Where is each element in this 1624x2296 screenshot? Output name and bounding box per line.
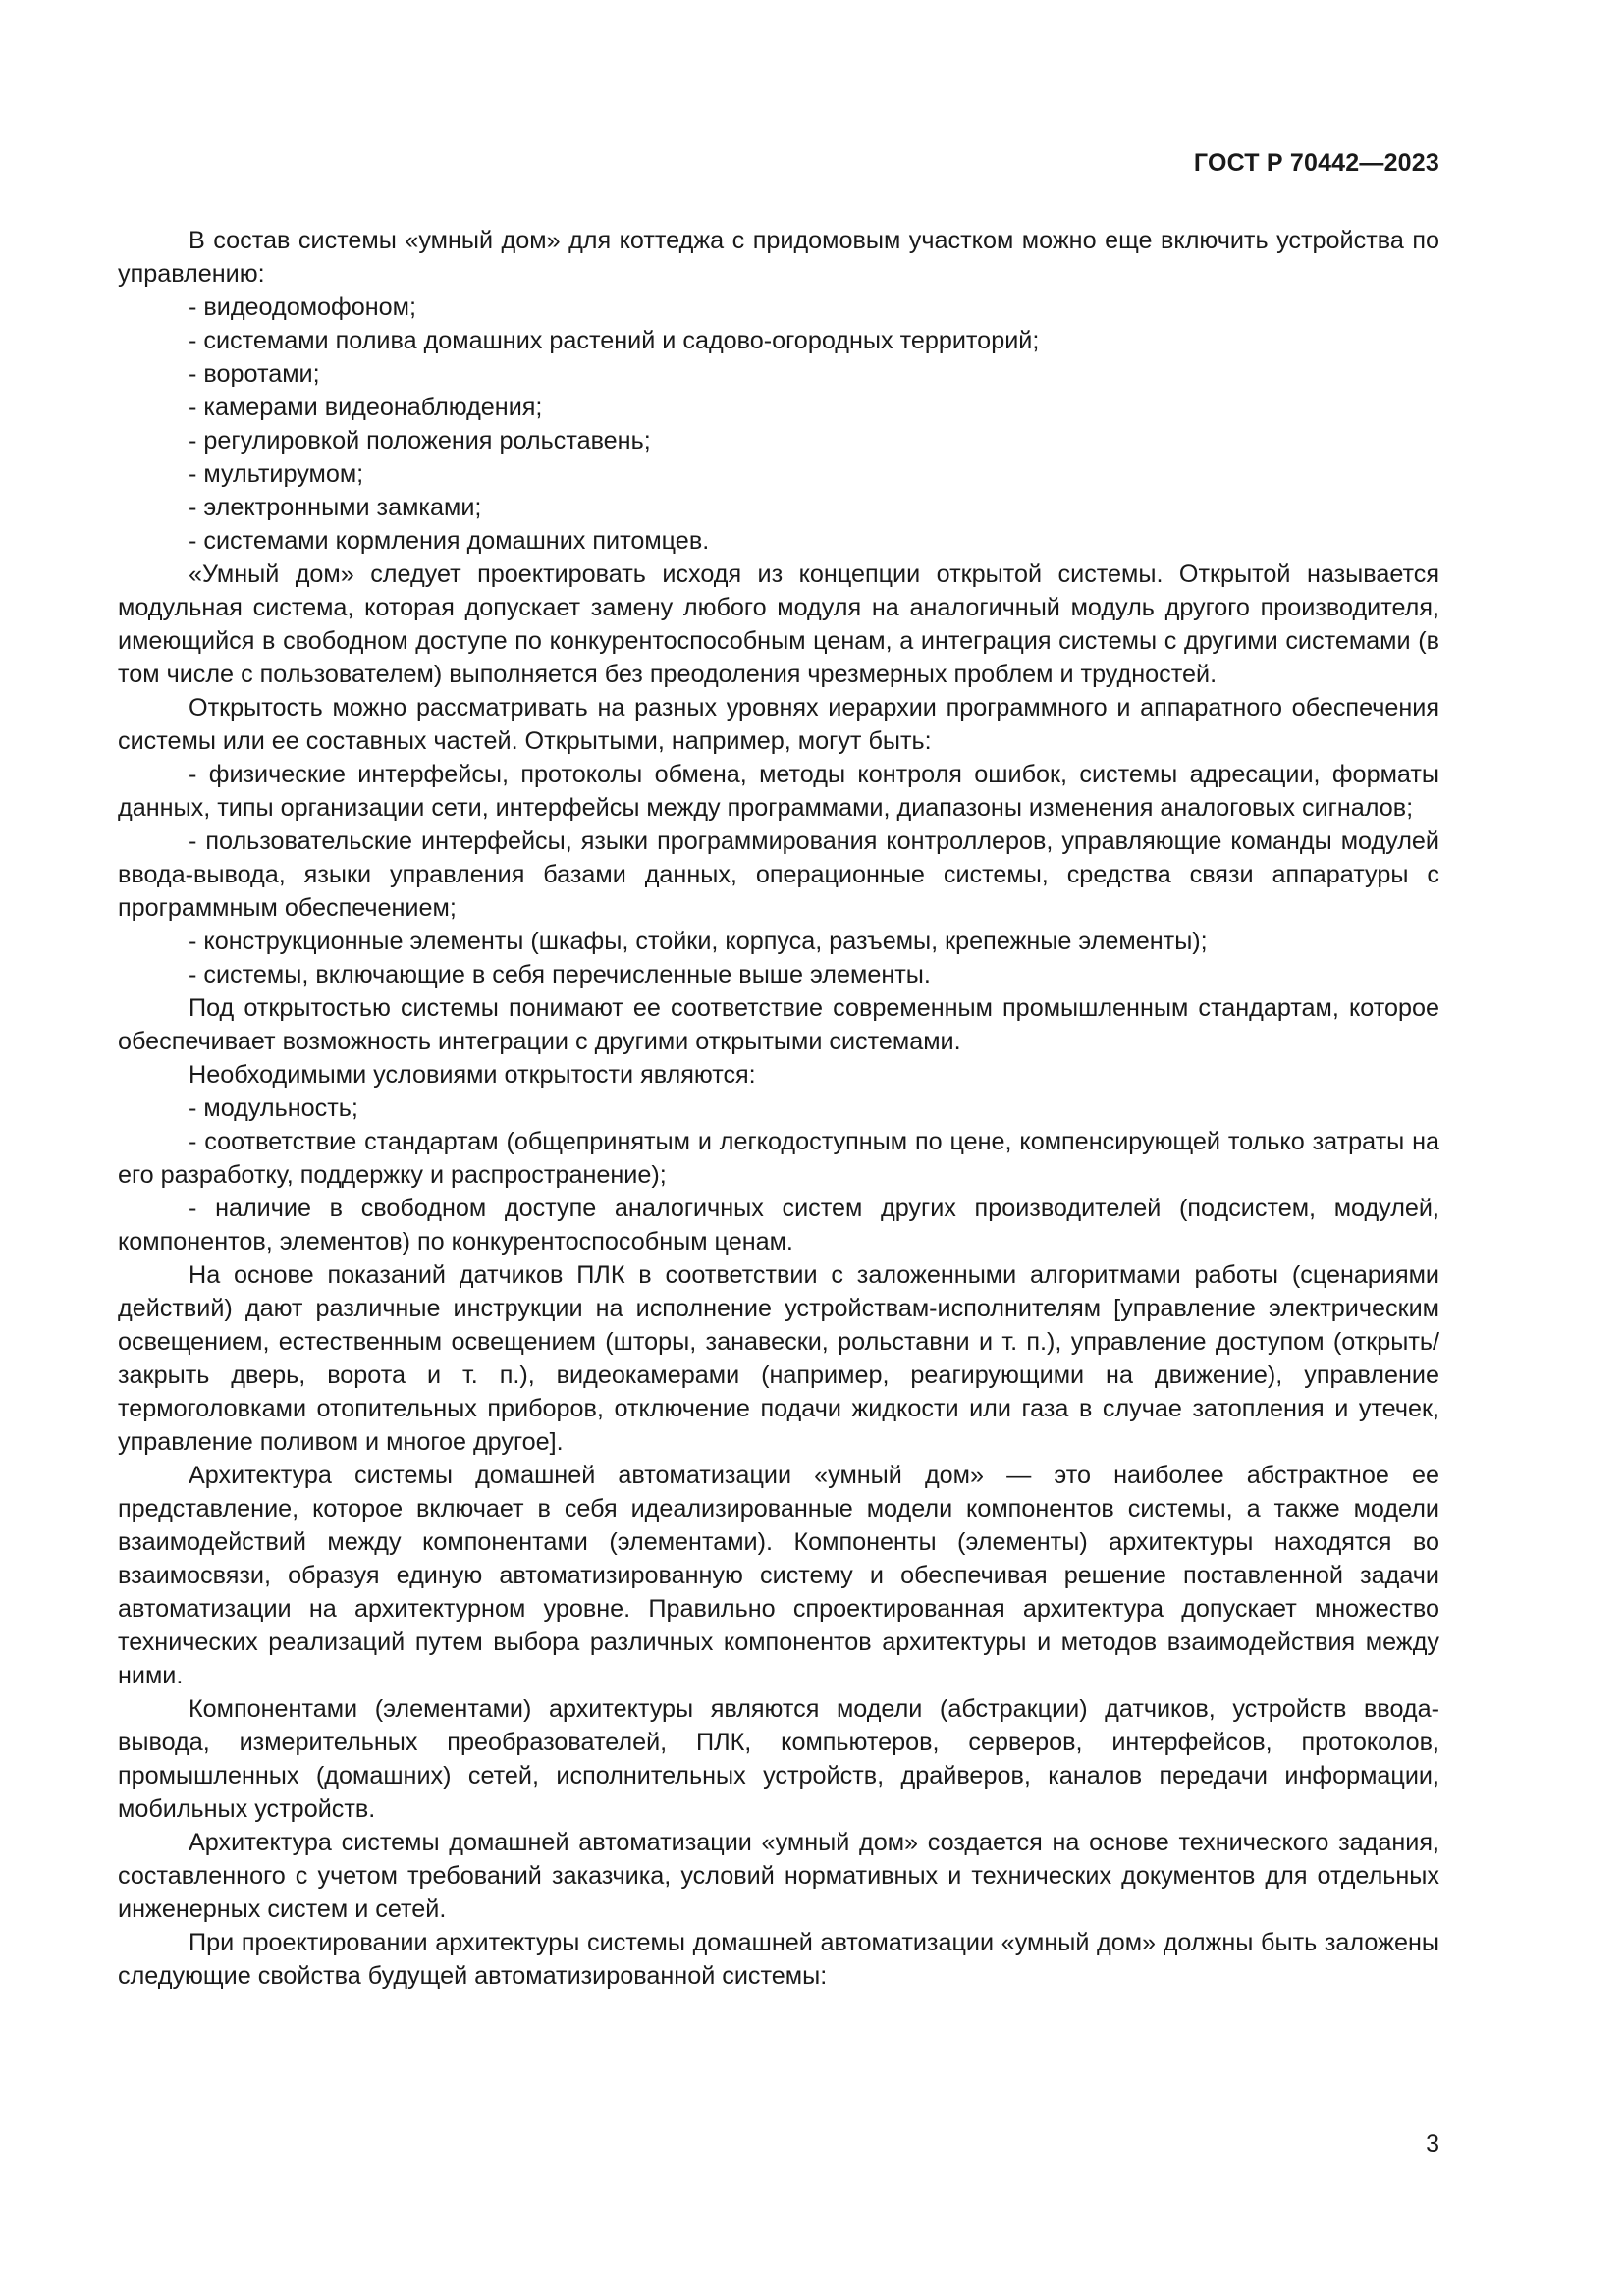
list-item: - электронными замками; <box>189 494 482 521</box>
paragraph: Компонентами (элементами) архитектуры являются модели (абстракции) датчиков, устройств ввода-вывода, измерительных преобразователей, ПЛК, компьютеров, серверов, интерфейсов, протоколов, промышленных (домашних) сетей, исполнительных устройств, драйверов, каналов передачи информации, мобильных устройств. <box>118 1695 1439 1823</box>
list-item: - соответствие стандартам (общепринятым и легкодоступным по цене, компенсирующей только затраты на его разработку, поддержку и распространение); <box>118 1128 1439 1189</box>
list-item: - системы, включающие в себя перечисленные выше элементы. <box>189 961 931 988</box>
list-item: - пользовательские интерфейсы, языки программирования контроллеров, управляющие команды модулей ввода-вывода, языки управления базами данных, операционные системы, средства связи аппаратуры с программным обеспечением; <box>118 828 1439 922</box>
list-item: - физические интерфейсы, протоколы обмена, методы контроля ошибок, системы адресации, форматы данных, типы организации сети, интерфейсы между программами, диапазоны изменения аналоговых сигналов; <box>118 761 1439 822</box>
list-item: - системами кормления домашних питомцев. <box>189 527 710 555</box>
list-item: - воротами; <box>189 360 320 388</box>
paragraph: Архитектура системы домашней автоматизации «умный дом» создается на основе технического задания, составленного с учетом требований заказчика, условий нормативных и технических документов для отдельных инженерных систем и сетей. <box>118 1829 1439 1923</box>
paragraph: «Умный дом» следует проектировать исходя из концепции открытой системы. Открытой называется модульная система, которая допускает замену любого модуля на аналогичный модуль другого производителя, имеющийся в свободном доступе по конкурентоспособным ценам, а интеграция системы с другими системами (в том числе с пользователем) выполняется без преодоления чрезмерных проблем и трудностей. <box>118 561 1439 688</box>
list-item: - модульность; <box>189 1095 358 1122</box>
list-item: - камерами видеонаблюдения; <box>189 394 543 421</box>
list-item: - мультирумом; <box>189 460 364 488</box>
paragraph: В состав системы «умный дом» для коттеджа с придомовым участком можно еще включить устройства по управлению: <box>118 227 1439 288</box>
paragraph: При проектировании архитектуры системы домашней автоматизации «умный дом» должны быть заложены следующие свойства будущей автоматизированной системы: <box>118 1929 1439 1990</box>
list-item: - системами полива домашних растений и садово-огородных территорий; <box>189 327 1040 354</box>
list-item: - наличие в свободном доступе аналогичных систем других производителей (подсистем, модулей, компонентов, элементов) по конкурентоспособным ценам. <box>118 1195 1439 1255</box>
list-item: - конструкционные элементы (шкафы, стойки, корпуса, разъемы, крепежные элементы); <box>189 928 1208 955</box>
list-item: - видеодомофоном; <box>189 294 416 321</box>
document-header: ГОСТ Р 70442—2023 <box>1193 149 1439 177</box>
document-body <box>118 224 1439 1993</box>
paragraph: На основе показаний датчиков ПЛК в соответствии с заложенными алгоритмами работы (сценариями действий) дают различные инструкции на исполнение устройствам-исполнителям [управление электрическим освещением, естественным освещением (шторы, занавески, рольставни и т. п.), управление доступом (открыть/закрыть дверь, ворота и т. п.), видеокамерами (например, реагирующими на движение), управление термоголовками отопительных приборов, отключение подачи жидкости или газа в случае затопления и утечек, управление поливом и многое другое]. <box>118 1261 1439 1456</box>
page-number: 3 <box>1426 2130 1439 2158</box>
list-item: - регулировкой положения рольставень; <box>189 427 651 454</box>
paragraph: Открытость можно рассматривать на разных уровнях иерархии программного и аппаратного обеспечения системы или ее составных частей. Открытыми, например, могут быть: <box>118 694 1439 755</box>
paragraph: Необходимыми условиями открытости являются: <box>189 1061 756 1089</box>
paragraph: Под открытостью системы понимают ее соответствие современным промышленным стандартам, которое обеспечивает возможность интеграции с другими открытыми системами. <box>118 994 1439 1055</box>
paragraph: Архитектура системы домашней автоматизации «умный дом» — это наиболее абстрактное ее представление, которое включает в себя идеализированные модели компонентов системы, а также модели взаимодействий между компонентами (элементами). Компоненты (элементы) архитектуры находятся во взаимосвязи, образуя единую автоматизированную систему и обеспечивая решение поставленной задачи автоматизации на архитектурном уровне. Правильно спроектированная архитектура допускает множество технических реализаций путем выбора различных компонентов архитектуры и методов взаимодействия между ними. <box>118 1462 1439 1689</box>
